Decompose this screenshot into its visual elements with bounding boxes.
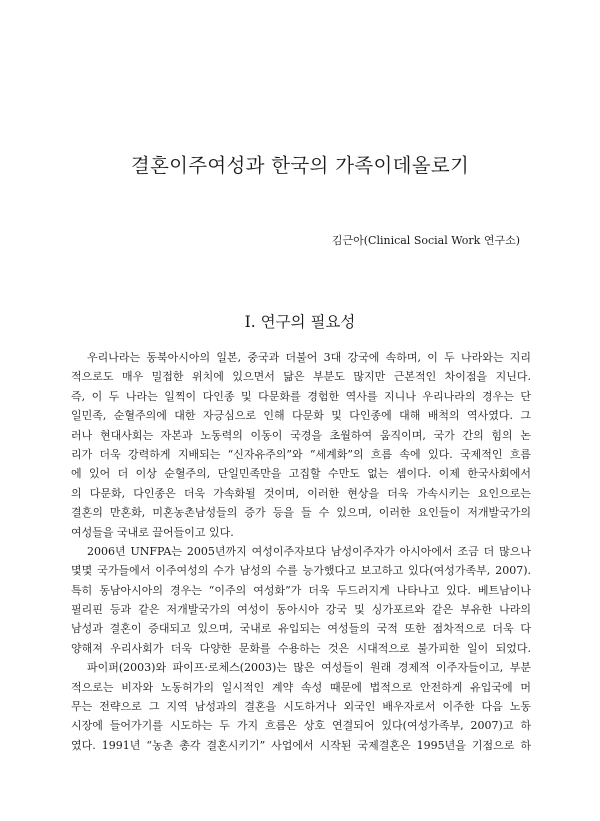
text-line: 리가 더욱 강력하게 지배되는 “신자유주의”와 “세계화”의 흐름 속에 있다. 국제적인 흐름 xyxy=(71,447,531,461)
text-line: 우리나라는 동북아시아의 일본, 중국과 더불어 3대 강국에 속하며, 이 두 나라와는 지리 xyxy=(87,351,531,364)
text-line: 일민족, 순혈주의에 대한 자긍심으로 인해 다문화 및 다인종에 대해 배척의 역사였다. 그 xyxy=(71,409,531,423)
text-line: 특히 동남아시아의 경우는 “이주의 여성화”가 더욱 두드러지게 나타나고 있다. 베트남이나 xyxy=(71,583,531,597)
text-line: 였다. 1991년 “농촌 총각 결혼시키기” 사업에서 시작된 국제결혼은 1995년을 기점으로 하 xyxy=(71,738,531,752)
text-line: 적으로도 매우 밀접한 위치에 있으면서 닮은 부분도 많지만 근본적인 차이점을 지닌다. xyxy=(71,370,531,384)
text-line: 양해져 우리사회가 더욱 다양한 문화를 수용하는 것은 시대적으로 불가피한 일이 되었다. xyxy=(71,641,531,655)
text-line: 파이퍼(2003)와 파이프·로체스(2003)는 많은 여성들이 원래 경제적 이주자들이고, 부분 xyxy=(87,661,531,675)
text-line: 러나 현대사회는 자본과 노동력의 이동이 국경을 초월하여 움직이며, 국가 간의 힘의 논 xyxy=(71,428,531,442)
text-line: 남성과 결혼이 증대되고 있으며, 국내로 유입되는 여성들의 국적 또한 점차적으로 더욱 다 xyxy=(71,622,531,636)
text-line: 몇몇 국가들에서 이주여성의 수가 남성의 수를 능가했다고 보고하고 있다(여성가족부, 2007). xyxy=(71,564,531,578)
text-line: 적으로는 비자와 노동허가의 일시적인 계약 속성 때문에 법적으로 안전하게 유입국에 머 xyxy=(71,680,531,694)
author-affiliation: 김근아(Clinical Social Work 연구소) xyxy=(331,234,520,247)
text-line: 의 다문화, 다인종은 더욱 가속화될 것이며, 이러한 현상을 더욱 가속시키는 요인으로는 xyxy=(71,486,531,500)
section-heading: Ⅰ. 연구의 필요성 xyxy=(244,313,356,331)
text-line: 즉, 이 두 나라는 일찍이 다인종 및 다문화를 경험한 역사를 지니나 우리나라의 경우는 단 xyxy=(71,389,531,403)
text-line: 2006년 UNFPA는 2005년까지 여성이주자보다 남성이주자가 아시아에서 조금 더 많으나 xyxy=(87,544,531,558)
text-line: 무는 전략으로 그 지역 남성과의 결혼을 시도하거나 외국인 배우자로서 이주한 다음 노동 xyxy=(71,700,531,714)
text-line: 여성들을 국내로 끌어들이고 있다. xyxy=(71,525,234,539)
text-line: 결혼의 만혼화, 미혼농촌남성들의 증가 등을 들 수 있으며, 이러한 요인들이 저개발국가의 xyxy=(71,506,531,520)
paper-title: 결혼이주여성과 한국의 가족이데올로기 xyxy=(130,154,470,177)
body-text xyxy=(71,348,531,755)
text-line: 에 있어 더 이상 순혈주의, 단일민족만을 고집할 수만도 없는 셈이다. 이제 한국사회에서 xyxy=(71,467,531,481)
text-line: 시장에 들어가기를 시도하는 두 가지 흐름은 상호 연결되어 있다(여성가족부, 2007)고 하 xyxy=(71,719,531,733)
text-line: 필리핀 등과 같은 저개발국가의 여성이 동아시아 강국 및 싱가포르와 같은 부유한 나라의 xyxy=(71,603,531,617)
